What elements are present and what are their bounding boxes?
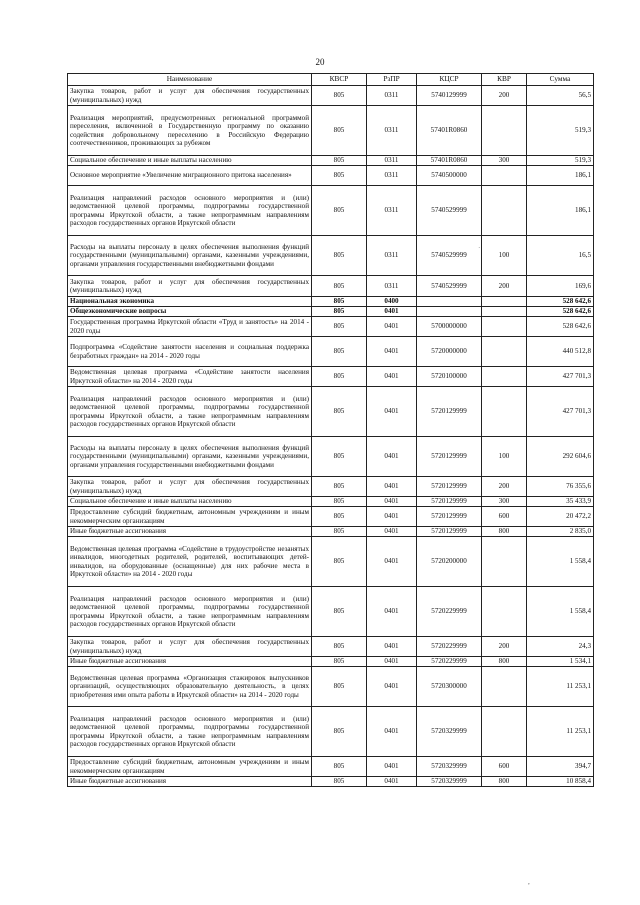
cell-sum: 56,5 bbox=[527, 86, 594, 106]
cell-sum: 11 253,1 bbox=[527, 667, 594, 707]
table-row bbox=[68, 106, 594, 156]
cell-kcsr: 5720329999 bbox=[417, 707, 482, 757]
cell-kvsr: 805 bbox=[312, 657, 367, 667]
cell-name: Реализация направлений расходов основного мероприятия и (или) ведомственной целевой программы, подпрограммы государственной программы Иркутской области, а также непрограммным направлениям расходов государственных органов Иркутской области bbox=[68, 587, 312, 637]
cell-sum: 440 512,8 bbox=[527, 337, 594, 367]
cell-sum: 394,7 bbox=[527, 757, 594, 777]
cell-name: Реализация направлений расходов основного мероприятия и (или) ведомственной целевой программы, подпрограммы государственной программы Иркутской области, а также непрограммным направлениям расходов государственных органов Иркутской области bbox=[68, 186, 312, 236]
cell-rzpr: 0401 bbox=[367, 437, 417, 477]
cell-rzpr: 0401 bbox=[367, 637, 417, 657]
cell-name: Иные бюджетные ассигнования bbox=[68, 777, 312, 787]
cell-rzpr: 0401 bbox=[367, 777, 417, 787]
column-header-kcsr: КЦСР bbox=[417, 74, 482, 86]
cell-kvr bbox=[482, 537, 527, 587]
cell-kvr bbox=[482, 106, 527, 156]
cell-kvr bbox=[482, 587, 527, 637]
cell-name: Социальное обеспечение и иные выплаты населению bbox=[68, 156, 312, 166]
cell-kvr bbox=[482, 367, 527, 387]
cell-rzpr: 0311 bbox=[367, 166, 417, 186]
cell-kcsr: 5720129999 bbox=[417, 437, 482, 477]
cell-name: Закупка товаров, работ и услуг для обеспечения государственных (муниципальных) нужд bbox=[68, 86, 312, 106]
table-row bbox=[68, 507, 594, 527]
cell-kvsr: 805 bbox=[312, 497, 367, 507]
cell-kvr: 100 bbox=[482, 236, 527, 276]
cell-name: Закупка товаров, работ и услуг для обеспечения государственных (муниципальных) нужд bbox=[68, 637, 312, 657]
cell-kvsr: 805 bbox=[312, 527, 367, 537]
cell-kvr: 600 bbox=[482, 507, 527, 527]
cell-name: Ведомственная целевая программа «Содействие занятости населения Иркутской области» на 2014 - 2020 годы bbox=[68, 367, 312, 387]
table-row bbox=[68, 477, 594, 497]
cell-rzpr: 0401 bbox=[367, 667, 417, 707]
cell-kvsr: 805 bbox=[312, 667, 367, 707]
cell-kvsr: 805 bbox=[312, 106, 367, 156]
cell-kcsr bbox=[417, 307, 482, 317]
cell-name: Ведомственная целевая программа «Организация стажировок выпускников организаций, осуществляющих образовательную деятельность, в целях приобретения ими опыта работы в Иркутской области» на 2014 - 2020 годы bbox=[68, 667, 312, 707]
cell-kcsr: 5720000000 bbox=[417, 337, 482, 367]
cell-kcsr: 5720129999 bbox=[417, 477, 482, 497]
cell-kvsr: 805 bbox=[312, 477, 367, 497]
cell-name: Основное мероприятие «Увеличение миграционного притока населения» bbox=[68, 166, 312, 186]
cell-kvr: 100 bbox=[482, 437, 527, 477]
cell-kcsr: 5740500000 bbox=[417, 166, 482, 186]
cell-rzpr: 0311 bbox=[367, 156, 417, 166]
cell-kvr: 200 bbox=[482, 637, 527, 657]
cell-rzpr: 0401 bbox=[367, 707, 417, 757]
cell-kvsr: 805 bbox=[312, 317, 367, 337]
cell-name: Предоставление субсидий бюджетным, автономным учреждениям и иным некоммерческим организациям bbox=[68, 757, 312, 777]
cell-rzpr: 0401 bbox=[367, 587, 417, 637]
cell-rzpr: 0311 bbox=[367, 276, 417, 297]
cell-kcsr: 5740529999 bbox=[417, 276, 482, 297]
cell-sum: 2 835,0 bbox=[527, 527, 594, 537]
cell-kcsr: 5720229999 bbox=[417, 637, 482, 657]
cell-name: Подпрограмма «Содействие занятости населения и социальная поддержка безработных граждан» на 2014 - 2020 годы bbox=[68, 337, 312, 367]
cell-kcsr: 5720229999 bbox=[417, 657, 482, 667]
cell-rzpr: 0401 bbox=[367, 757, 417, 777]
cell-sum: 76 355,6 bbox=[527, 477, 594, 497]
cell-name: Расходы на выплаты персоналу в целях обеспечения выполнения функций государственными (муниципальными) органами, казенными учреждениями, органами управления государственными внебюджетными фондами bbox=[68, 437, 312, 477]
cell-rzpr: 0311 bbox=[367, 86, 417, 106]
budget-table bbox=[67, 73, 594, 787]
table-row bbox=[68, 497, 594, 507]
cell-kvr bbox=[482, 337, 527, 367]
cell-name: Закупка товаров, работ и услуг для обеспечения государственных (муниципальных) нужд bbox=[68, 276, 312, 297]
cell-rzpr: 0311 bbox=[367, 106, 417, 156]
cell-sum: 16,5 bbox=[527, 236, 594, 276]
cell-sum: 20 472,2 bbox=[527, 507, 594, 527]
cell-kvsr: 805 bbox=[312, 307, 367, 317]
column-header-kvr: КВР bbox=[482, 74, 527, 86]
cell-kvsr: 805 bbox=[312, 537, 367, 587]
cell-rzpr: 0401 bbox=[367, 367, 417, 387]
cell-rzpr: 0401 bbox=[367, 477, 417, 497]
cell-name: Иные бюджетные ассигнования bbox=[68, 527, 312, 537]
cell-kvsr: 805 bbox=[312, 707, 367, 757]
cell-name: Социальное обеспечение и иные выплаты населению bbox=[68, 497, 312, 507]
cell-sum: 24,3 bbox=[527, 637, 594, 657]
cell-kvr: 600 bbox=[482, 757, 527, 777]
cell-kvsr: 805 bbox=[312, 637, 367, 657]
table-row bbox=[68, 307, 594, 317]
cell-name: Предоставление субсидий бюджетным, автономным учреждениям и иным некоммерческим организациям bbox=[68, 507, 312, 527]
cell-kcsr: 5720329999 bbox=[417, 777, 482, 787]
table-row bbox=[68, 707, 594, 757]
cell-kvsr: 805 bbox=[312, 297, 367, 307]
cell-kcsr bbox=[417, 297, 482, 307]
cell-kvsr: 805 bbox=[312, 186, 367, 236]
cell-kvsr: 805 bbox=[312, 757, 367, 777]
table-row bbox=[68, 587, 594, 637]
cell-kvr: 200 bbox=[482, 276, 527, 297]
cell-kvsr: 805 bbox=[312, 276, 367, 297]
table-row bbox=[68, 637, 594, 657]
cell-kvr bbox=[482, 667, 527, 707]
cell-sum: 186,1 bbox=[527, 186, 594, 236]
table-row bbox=[68, 537, 594, 587]
cell-kvsr: 805 bbox=[312, 367, 367, 387]
cell-kvr: 300 bbox=[482, 156, 527, 166]
cell-sum: 1 534,1 bbox=[527, 657, 594, 667]
cell-name: Национальная экономика bbox=[68, 297, 312, 307]
cell-sum: 528 642,6 bbox=[527, 317, 594, 337]
scan-speck: , bbox=[528, 878, 530, 886]
cell-kvr bbox=[482, 166, 527, 186]
cell-sum: 519,3 bbox=[527, 156, 594, 166]
cell-kcsr: 5720129999 bbox=[417, 527, 482, 537]
cell-sum: 427 701,3 bbox=[527, 367, 594, 387]
table-row bbox=[68, 387, 594, 437]
cell-kvsr: 805 bbox=[312, 86, 367, 106]
cell-kvsr: 805 bbox=[312, 156, 367, 166]
cell-name: Реализация направлений расходов основного мероприятия и (или) ведомственной целевой программы, подпрограммы государственной программы Иркутской области, а также непрограммным направлениям расходов государственных органов Иркутской области bbox=[68, 707, 312, 757]
cell-rzpr: 0401 bbox=[367, 317, 417, 337]
cell-kvsr: 805 bbox=[312, 587, 367, 637]
column-header-rzpr: РзПР bbox=[367, 74, 417, 86]
cell-kvr: 200 bbox=[482, 477, 527, 497]
cell-kcsr: 5740129999 bbox=[417, 86, 482, 106]
cell-sum: 169,6 bbox=[527, 276, 594, 297]
table-row bbox=[68, 337, 594, 367]
cell-kcsr: 5740529999 bbox=[417, 236, 482, 276]
cell-name: Реализация мероприятий, предусмотренных региональной программой переселения, включенной в Государственную программу по оказанию содействия добровольному переселению в Российскую Федерацию соотечественников, проживающих за рубежом bbox=[68, 106, 312, 156]
cell-kcsr: 5700000000 bbox=[417, 317, 482, 337]
table-row bbox=[68, 317, 594, 337]
table-row bbox=[68, 757, 594, 777]
cell-kvsr: 805 bbox=[312, 166, 367, 186]
table-row bbox=[68, 777, 594, 787]
cell-kcsr: 5720229999 bbox=[417, 587, 482, 637]
cell-kvsr: 805 bbox=[312, 337, 367, 367]
table-row bbox=[68, 527, 594, 537]
cell-name: Реализация направлений расходов основного мероприятия и (или) ведомственной целевой программы, подпрограммы государственной программы Иркутской области, а также непрограммным направлениям расходов государственных органов Иркутской области bbox=[68, 387, 312, 437]
cell-kcsr: 57401R0860 bbox=[417, 156, 482, 166]
table-row bbox=[68, 667, 594, 707]
cell-sum: 186,1 bbox=[527, 166, 594, 186]
cell-rzpr: 0401 bbox=[367, 497, 417, 507]
cell-kvr: 800 bbox=[482, 657, 527, 667]
cell-kcsr: 5720129999 bbox=[417, 497, 482, 507]
cell-sum: 35 433,9 bbox=[527, 497, 594, 507]
cell-kcsr: 57401R0860 bbox=[417, 106, 482, 156]
cell-name: Ведомственная целевая программа «Содействие в трудоустройстве незанятых инвалидов, многодетных родителей, родителей, воспитывающих детей-инвалидов, на оборудованные (оснащенные) для них рабочие места в Иркутской области» на 2014 - 2020 годы bbox=[68, 537, 312, 587]
cell-name: Расходы на выплаты персоналу в целях обеспечения выполнения функций государственными (муниципальными) органами, казенными учреждениями, органами управления государственными внебюджетными фондами bbox=[68, 236, 312, 276]
cell-kvr: 800 bbox=[482, 527, 527, 537]
cell-kcsr: 5720100000 bbox=[417, 367, 482, 387]
table-row bbox=[68, 437, 594, 477]
cell-rzpr: 0401 bbox=[367, 387, 417, 437]
table-row bbox=[68, 186, 594, 236]
table-row bbox=[68, 156, 594, 166]
cell-rzpr: 0401 bbox=[367, 657, 417, 667]
column-header-name: Наименование bbox=[68, 74, 312, 86]
cell-kcsr: 5740529999 bbox=[417, 186, 482, 236]
cell-kvr bbox=[482, 317, 527, 337]
cell-name: Общеэкономические вопросы bbox=[68, 307, 312, 317]
cell-kvsr: 805 bbox=[312, 777, 367, 787]
scan-speck: ˙ bbox=[478, 246, 481, 254]
table-row bbox=[68, 297, 594, 307]
cell-kvr bbox=[482, 297, 527, 307]
cell-rzpr: 0311 bbox=[367, 236, 417, 276]
cell-name: Иные бюджетные ассигнования bbox=[68, 657, 312, 667]
cell-rzpr: 0311 bbox=[367, 186, 417, 236]
cell-sum: 519,3 bbox=[527, 106, 594, 156]
cell-kvsr: 805 bbox=[312, 236, 367, 276]
table-row bbox=[68, 657, 594, 667]
cell-sum: 528 642,6 bbox=[527, 307, 594, 317]
table-row bbox=[68, 276, 594, 297]
cell-sum: 292 604,6 bbox=[527, 437, 594, 477]
cell-kvr bbox=[482, 186, 527, 236]
cell-kcsr: 5720300000 bbox=[417, 667, 482, 707]
table-row bbox=[68, 166, 594, 186]
cell-rzpr: 0401 bbox=[367, 507, 417, 527]
column-header-sum: Сумма bbox=[527, 74, 594, 86]
cell-rzpr: 0400 bbox=[367, 297, 417, 307]
cell-sum: 10 858,4 bbox=[527, 777, 594, 787]
cell-kvr: 300 bbox=[482, 497, 527, 507]
cell-rzpr: 0401 bbox=[367, 307, 417, 317]
cell-name: Закупка товаров, работ и услуг для обеспечения государственных (муниципальных) нужд bbox=[68, 477, 312, 497]
cell-sum: 528 642,6 bbox=[527, 297, 594, 307]
cell-kcsr: 5720129999 bbox=[417, 507, 482, 527]
cell-kcsr: 5720129999 bbox=[417, 387, 482, 437]
table-row bbox=[68, 86, 594, 106]
cell-rzpr: 0401 bbox=[367, 337, 417, 367]
cell-rzpr: 0401 bbox=[367, 527, 417, 537]
cell-kvsr: 805 bbox=[312, 387, 367, 437]
cell-sum: 427 701,3 bbox=[527, 387, 594, 437]
cell-kvr: 800 bbox=[482, 777, 527, 787]
cell-rzpr: 0401 bbox=[367, 537, 417, 587]
cell-kvr bbox=[482, 387, 527, 437]
cell-kvr: 200 bbox=[482, 86, 527, 106]
cell-kvr bbox=[482, 307, 527, 317]
table-row bbox=[68, 236, 594, 276]
table-header-row bbox=[68, 74, 594, 86]
cell-kcsr: 5720329999 bbox=[417, 757, 482, 777]
cell-name: Государственная программа Иркутской области «Труд и занятость» на 2014 - 2020 годы bbox=[68, 317, 312, 337]
column-header-kvsr: КВСР bbox=[312, 74, 367, 86]
cell-kvsr: 805 bbox=[312, 437, 367, 477]
cell-kvr bbox=[482, 707, 527, 757]
cell-sum: 1 558,4 bbox=[527, 537, 594, 587]
page-number: 20 bbox=[315, 57, 325, 67]
cell-kvsr: 805 bbox=[312, 507, 367, 527]
table-row bbox=[68, 367, 594, 387]
cell-kcsr: 5720200000 bbox=[417, 537, 482, 587]
table-body bbox=[68, 86, 594, 787]
cell-sum: 1 558,4 bbox=[527, 587, 594, 637]
cell-sum: 11 253,1 bbox=[527, 707, 594, 757]
